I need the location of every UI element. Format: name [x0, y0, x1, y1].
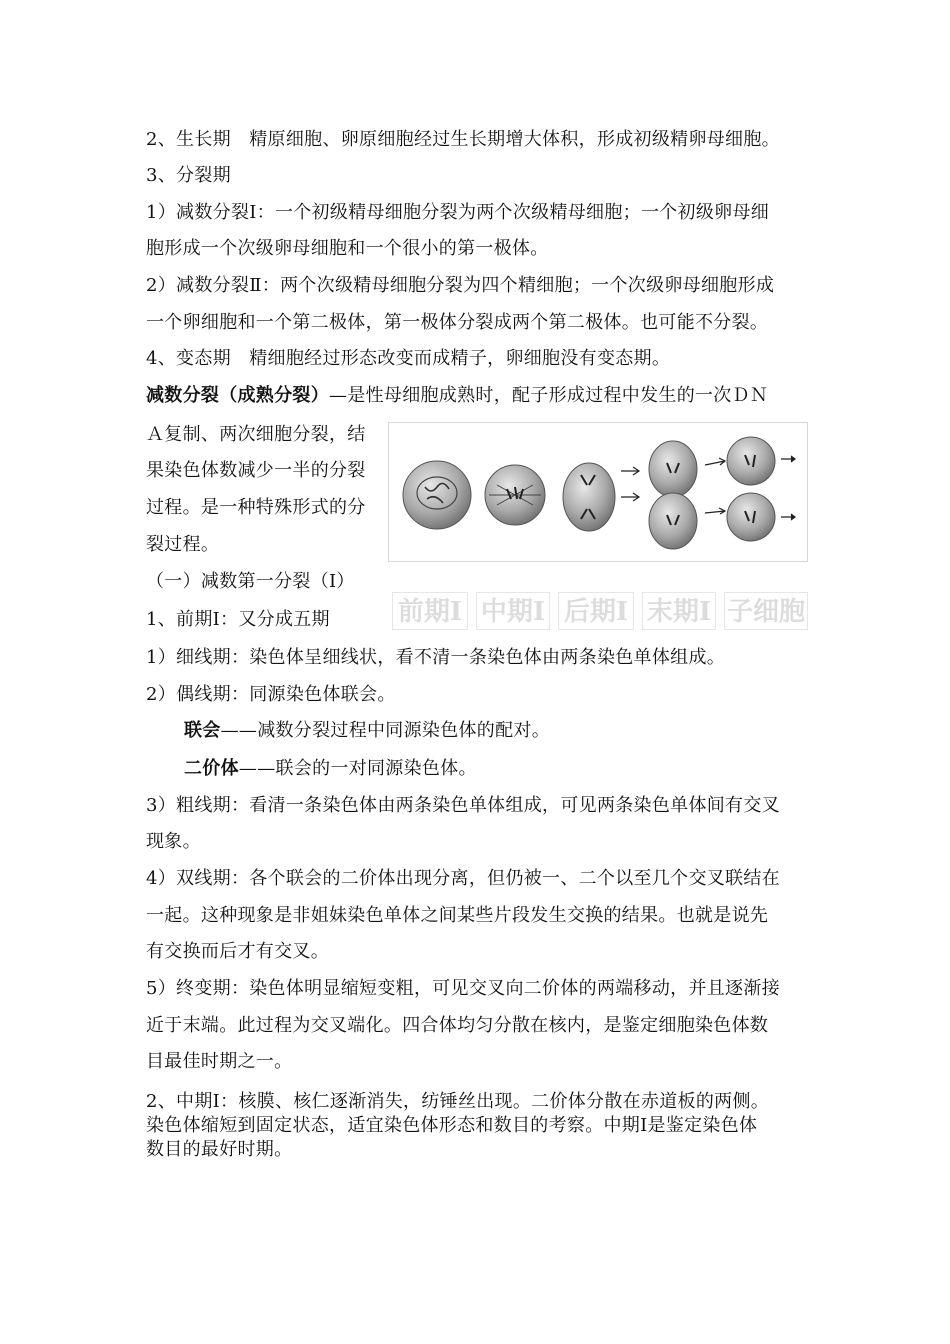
text-line: 3）粗线期：看清一条染色体由两条染色单体组成，可见两条染色单体间有交叉 [146, 795, 780, 816]
text-line: 1、前期Ⅰ：又分成五期 [146, 609, 330, 630]
stage-labels [392, 592, 808, 630]
text-line: 近于末端。此过程为交叉端化。四合体均匀分散在核内，是鉴定细胞染色体数 [146, 1015, 769, 1036]
cell-telophase-icon [649, 441, 697, 549]
text-line: 果染色体数减少一半的分裂 [146, 460, 366, 481]
stage-label-prophase: 前期Ⅰ [392, 592, 468, 630]
daughter-cell-icon [727, 493, 775, 541]
definition-text: ——联会的一对同源染色体。 [238, 758, 477, 779]
term-bivalent: 二价体 [184, 758, 239, 779]
text-line: 一起。这种现象是非姐妹染色单体之间某些片段发生交换的结果。也就是说先 [146, 905, 769, 926]
text-line: 1）细线期：染色体呈细线状，看不清一条染色体由两条染色单体组成。 [146, 647, 726, 668]
arrow-icon [781, 456, 795, 462]
text-line: 有交换而后才有交叉。 [146, 941, 329, 962]
stage-label-daughter-cells: 子细胞 [724, 592, 808, 630]
section-heading: （一）减数第一分裂（Ⅰ） [146, 571, 355, 592]
stage-label-metaphase: 中期Ⅰ [476, 592, 550, 630]
arrow-icon [621, 493, 639, 501]
text-line: 胞形成一个次级卵母细胞和一个很小的第一极体。 [146, 238, 549, 259]
term-synapsis: 联会 [184, 720, 221, 741]
text-line: 2）减数分裂Ⅱ：两个次级精母细胞分裂为四个精细胞；一个次级卵母细胞形成 [146, 275, 775, 296]
text-line: 染色体缩短到固定状态，适宜染色体形态和数目的考察。中期Ⅰ是鉴定染色体 [146, 1115, 758, 1136]
text-line: 2）偶线期：同源染色体联会。 [146, 684, 396, 705]
definition-line [146, 384, 768, 408]
definition-line [184, 757, 477, 781]
arrow-icon [705, 458, 725, 465]
cell-metaphase-icon [485, 465, 545, 525]
text-line: Ａ复制、两次细胞分裂，结 [146, 424, 366, 445]
arrow-icon [705, 508, 725, 514]
text-line: 5）终变期：染色体明显缩短变粗，可见交叉向二价体的两端移动，并且逐渐接 [146, 978, 780, 999]
text-line: 4、变态期 精细胞经过形态改变而成精子，卵细胞没有变态期。 [146, 348, 671, 369]
term-meiosis: 减数分裂（成熟分裂） [146, 385, 329, 406]
meiosis-figure [388, 422, 808, 562]
stage-label-telophase: 末期Ⅰ [642, 592, 716, 630]
text-line: 2、生长期 精原细胞、卵原细胞经过生长期增大体积，形成初级精卵母细胞。 [146, 129, 780, 150]
text-line: 数目的最好时期。 [146, 1139, 293, 1160]
cell-anaphase-icon [563, 463, 615, 531]
arrow-icon [621, 467, 639, 475]
arrow-icon [781, 514, 795, 520]
cell-prophase-icon [403, 461, 471, 529]
text-line: 3、分裂期 [146, 165, 231, 186]
text-line: 裂过程。 [146, 534, 220, 555]
daughter-cell-icon [727, 437, 775, 485]
definition-text: ——减数分裂过程中同源染色体的配对。 [220, 720, 551, 741]
text-line: 4）双线期：各个联会的二价体出现分离，但仍被一、二个以至几个交叉联结在 [146, 868, 780, 889]
text-line: 过程。是一种特殊形式的分 [146, 497, 366, 518]
definition-line [184, 719, 550, 743]
text-line: 2、中期Ⅰ：核膜、核仁逐渐消失，纺锤丝出现。二价体分散在赤道板的两侧。 [146, 1091, 770, 1112]
text-line: 目最佳时期之一。 [146, 1051, 293, 1072]
definition-text: —是性母细胞成熟时，配子形成过程中发生的一次ＤＮ [329, 385, 769, 406]
text-line: 现象。 [146, 831, 201, 852]
text-line: 1）减数分裂Ⅰ：一个初级精母细胞分裂为两个次级精母细胞；一个初级卵母细 [146, 202, 770, 223]
text-line: 一个卵细胞和一个第二极体，第一极体分裂成两个第二极体。也可能不分裂。 [146, 312, 769, 333]
meiosis-illustration [389, 423, 807, 561]
stage-label-anaphase: 后期Ⅰ [558, 592, 634, 630]
